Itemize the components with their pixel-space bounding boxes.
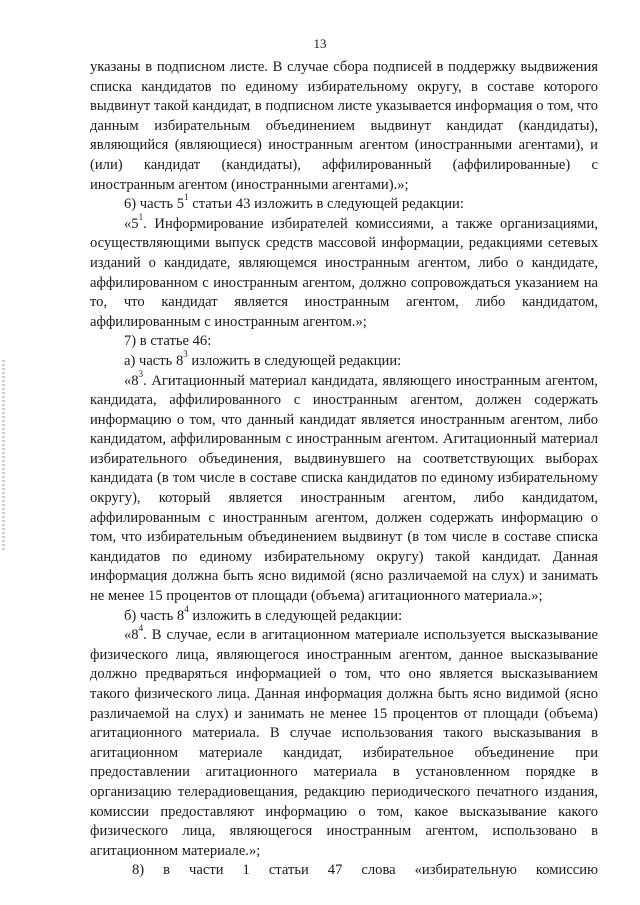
paragraph-item-8: 8) в части 1 статьи 47 слова «избирательную комиссию — [132, 862, 598, 879]
page-number: 13 — [313, 36, 327, 51]
paragraph-item-7b: б) часть $8^4$ изложить в следующей редакции: — [124, 603, 403, 624]
paragraph-quote-5-1: «$5^1$. Информирование избирателей комиссиями, а также организациями, осуществляющими выпуск средств массовой информации, редакциями сетевых изданий о кандидате, являющемся иностранным агентом, либо о кандидате, аффилированном с иностранным агентом, должно сопровождаться указанием на то, что кандидат является иностранным агентом, либо кандидатом, аффилированным с иностранным агентом.»; — [90, 211, 598, 330]
paragraph-continuation: указаны в подписном листе. В случае сбора подписей в поддержку выдвижения списка кандидатов по единому избирательному округу, в составе которого выдвинут такой кандидат, в подписном листе указывается информация о том, что данным избирательным объединением выдвинут кандидат (кандидаты), являющийся (являющиеся) иностранным агентом (иностранными агентами), и (или) кандидат (кандидаты), аффилированный (аффилированные) с иностранным агентом (иностранными агентами).»; — [90, 59, 598, 193]
paragraph-quote-8-4: «$8^4$. В случае, если в агитационном материале используется высказывание физического лица, являющегося иностранным агентом, данное высказывание должно предваряться информацией о том, что оно является высказыванием такого физического лица. Данная информация должна быть ясно видимой (ясно различаемой на слух) и занимать не менее 15 процентов от площади (объема) агитационного материала. В случае использования такого высказывания в агитационном материале кандидат, избирательное объединение при предоставлении агитационного материала в установленном порядке в организацию телерадиовещания, редакцию периодического печатного издания, комиссии предоставляют информацию о том, какое высказывание какого физического лица, являющегося иностранным агентом, использовано в агитационном материале.»; — [90, 623, 598, 859]
paragraph-item-7a: а) часть $8^3$ изложить в следующей редакции: — [124, 349, 402, 369]
paragraph-item-6: 6) часть $5^1$ статьи 43 изложить в следующей редакции: — [124, 192, 464, 213]
scan-edge-mark — [2, 360, 5, 550]
paragraph-item-7: 7) в статье 46: — [124, 333, 212, 350]
paragraph-quote-8-3: «$8^3$. Агитационный материал кандидата, являющего иностранным агентом, кандидата, аффилированного с иностранным агентом, должен содержать информацию о том, что данный кандидат является иностранным агентом, либо кандидатом, аффилированным с иностранным агентом. Агитационный материал избирательного объединения, выдвинувшего на соответствующих выборах кандидата (в том числе в составе списка кандидатов по единому избирательному округу), который является иностранным агентом, либо кандидатом, аффилированным с иностранным агентом, должен содержать информацию о том, что избирательным объединением выдвинут (в том числе в составе списка кандидатов по единому избирательному округу) такой кандидат. Данная информация должна быть ясно видимой (ясно различаемой на слух) и занимать не менее 15 процентов от площади (объема) агитационного материала.»; — [90, 368, 598, 605]
document-body — [90, 58, 598, 881]
